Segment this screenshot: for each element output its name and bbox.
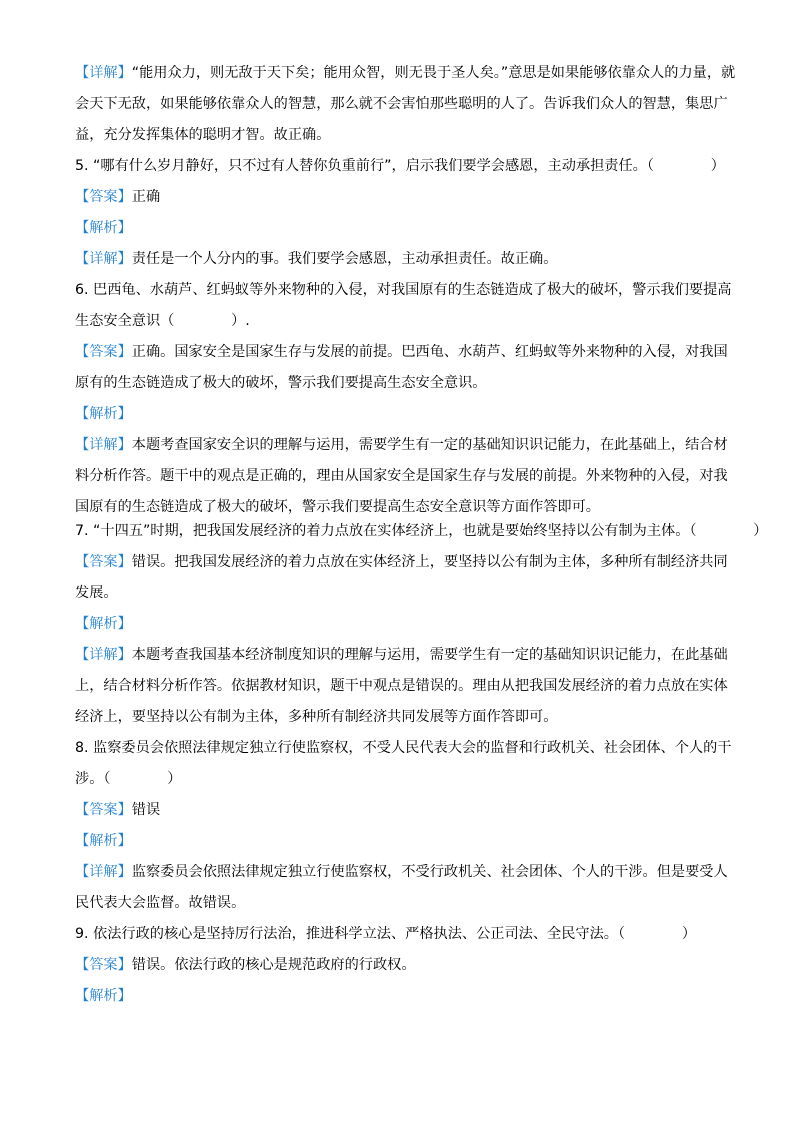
question-text: 生态安全意识（ ）. [75,313,250,329]
analysis-line [75,985,725,1008]
question-9 [75,923,725,1008]
question-7 [75,520,768,729]
detail-line: 【详解】责任是一个人分内的事。我们要学会感恩，主动承担责任。故正确。 [75,251,558,267]
analysis-line [75,613,725,636]
detail-line: 料分析作答。题干中的观点是正确的，理由从国家安全是国家生存与发展的前提。外来物种的入侵，对我 [75,468,728,484]
detail-line: 国原有的生态链造成了极大的破坏，警示我们要提高生态安全意识等方面作答即可。 [75,499,600,515]
analysis-label: 【解析】 [75,406,132,422]
question-text: 8. 监察委员会依照法律规定独立行使监察权，不受人民代表大会的监督和行政机关、社会团体、个人的干 [75,740,732,756]
question-text: 7. “十四五”时期，把我国发展经济的着力点放在实体经济上，也就是要始终坚持以公有制为主体。（ ） [75,523,768,539]
detail-line: 上，结合材料分析作答。依据教材知识，题干中观点是错误的。理由从把我国发展经济的着力点放在实体 [75,678,728,694]
detail-label: 【详解】 [75,65,132,81]
question-text: 6. 巴西龟、水葫芦、红蚂蚁等外来物种的入侵，对我国原有的生态链造成了极大的破坏，警示我们要提高 [75,282,732,298]
analysis-label: 【解析】 [75,220,132,236]
question-text: 涉。（ ） [75,771,182,787]
detail-line: 经济上，要坚持以公有制为主体，多种所有制经济共同发展等方面作答即可。 [75,709,558,725]
question-5 [75,155,725,271]
answer-label: 【答案】 [75,554,132,570]
detail-line: 【详解】“能用众力，则无敌于天下矣；能用众智，则无畏于圣人矣。”意思是如果能够依靠众人的力量，就 [75,65,736,81]
document-page [75,62,768,1008]
answer-line: 【答案】错误。依法行政的核心是规范政府的行政权。 [75,957,416,973]
analysis-line [75,830,725,853]
detail-label: 【详解】 [75,251,132,267]
answer-line: 【答案】错误 [75,802,161,818]
detail-line: 【详解】本题考查我国基本经济制度知识的理解与运用，需要学生有一定的基础知识识记能力，在此基础 [75,647,728,663]
detail-line: 益，充分发挥集体的聪明才智。故正确。 [75,127,331,143]
detail-label: 【详解】 [75,647,132,663]
detail-line: 【详解】监察委员会依照法律规定独立行使监察权，不受行政机关、社会团体、个人的干涉。但是要受人 [75,864,728,880]
analysis-line [75,403,725,426]
detail-line: 会天下无敌，如果能够依靠众人的智慧，那么就不会害怕那些聪明的人了。告诉我们众人的智慧，集思广 [75,96,728,112]
answer-line: 【答案】正确。国家安全是国家生存与发展的前提。巴西龟、水葫芦、红蚂蚁等外来物种的入侵，对我国 [75,344,728,360]
analysis-line [75,217,725,240]
detail-block-4 [75,62,736,147]
answer-line: 【答案】错误。把我国发展经济的着力点放在实体经济上，要坚持以公有制为主体，多种所有制经济共同 [75,554,728,570]
answer-label: 【答案】 [75,189,132,205]
analysis-label: 【解析】 [75,988,132,1004]
question-8 [75,737,732,915]
question-6 [75,279,732,519]
analysis-label: 【解析】 [75,616,132,632]
detail-line: 【详解】本题考查国家安全识的理解与运用，需要学生有一定的基础知识识记能力，在此基础上，结合材 [75,437,728,453]
detail-label: 【详解】 [75,437,132,453]
answer-line: 原有的生态链造成了极大的破坏，警示我们要提高生态安全意识。 [75,375,487,391]
detail-line: 民代表大会监督。故错误。 [75,895,246,911]
answer-line: 【答案】正确 [75,189,161,205]
answer-line: 发展。 [75,585,118,601]
question-text: 5. “哪有什么岁月静好，只不过有人替你负重前行”，启示我们要学会感恩，主动承担责任。（ ） [75,158,725,174]
question-text: 9. 依法行政的核心是坚持厉行法治，推进科学立法、严格执法、公正司法、全民守法。（ ） [75,926,697,942]
answer-label: 【答案】 [75,344,132,360]
analysis-label: 【解析】 [75,833,132,849]
answer-label: 【答案】 [75,802,132,818]
answer-label: 【答案】 [75,957,132,973]
detail-label: 【详解】 [75,864,132,880]
